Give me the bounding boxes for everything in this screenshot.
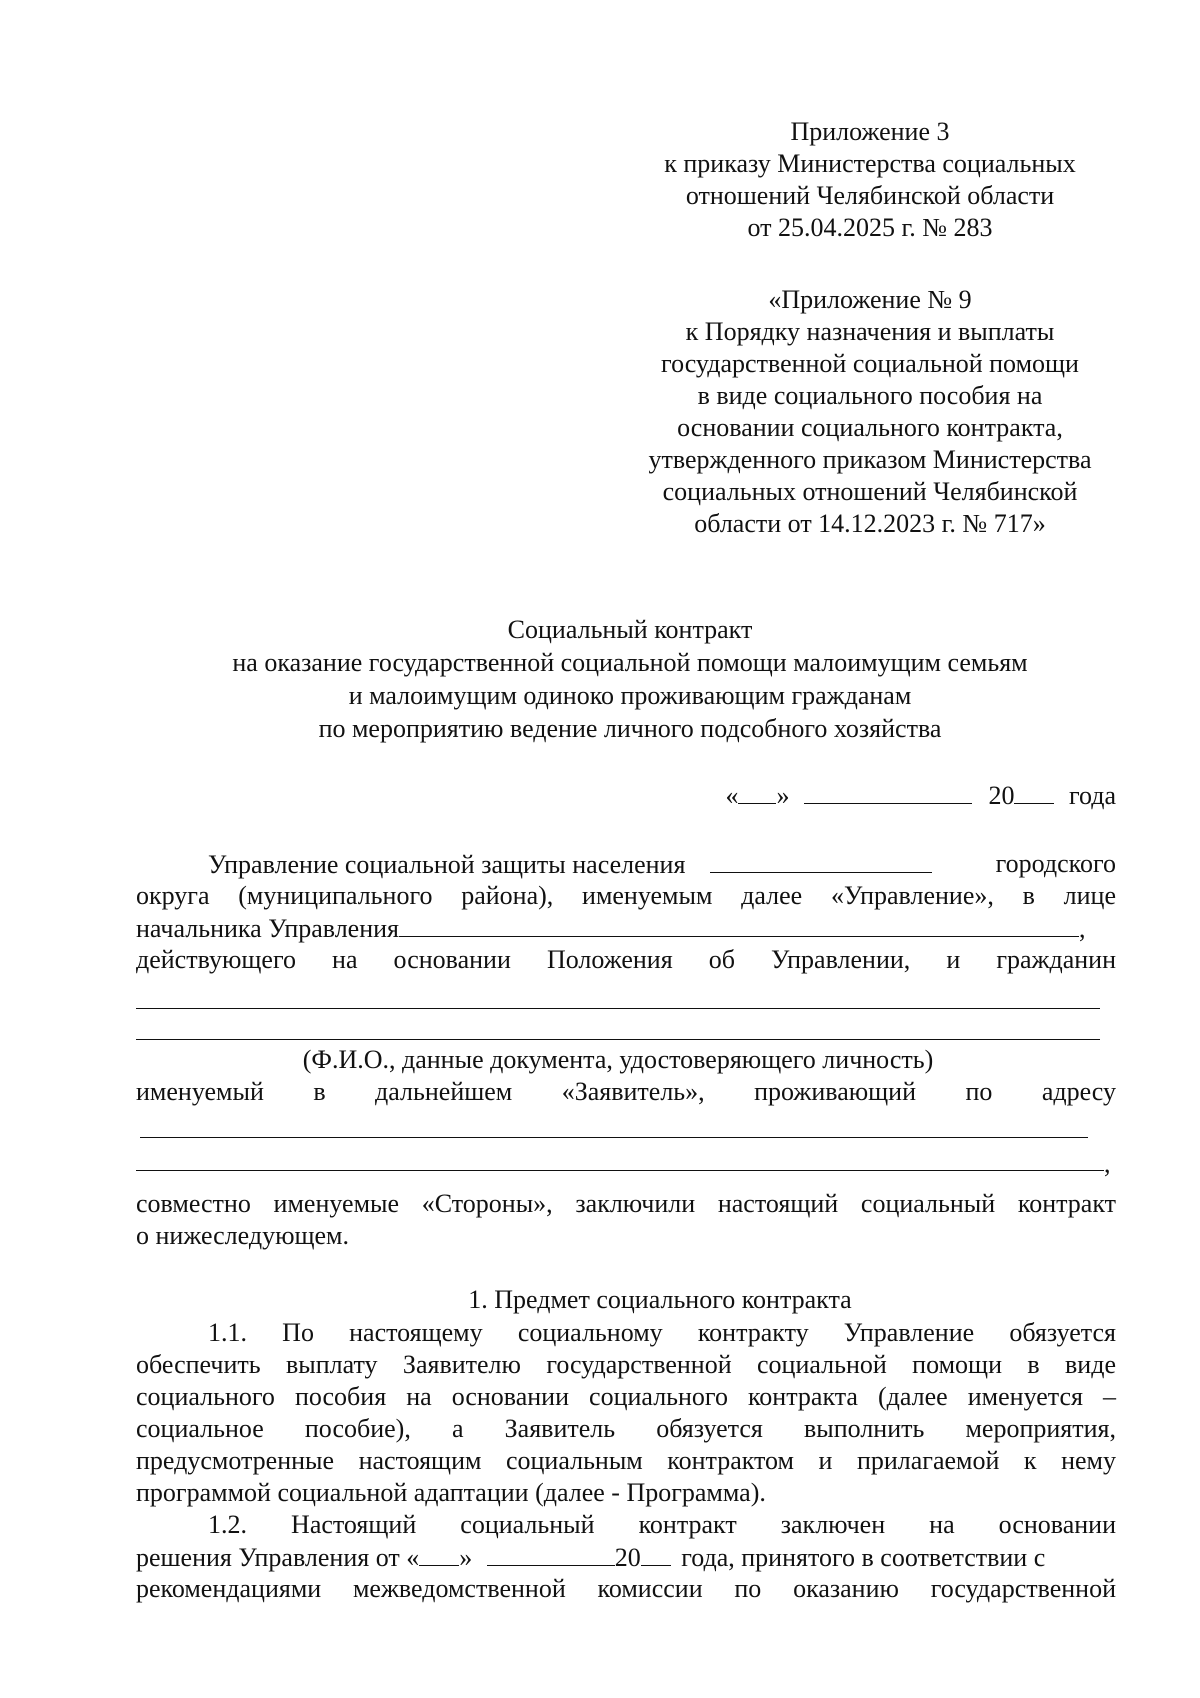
intro-text: начальника Управления [136,914,400,943]
intro-text: городского [995,849,1116,878]
title-line: и малоимущим одиноко проживающим гражданам [348,681,912,710]
intro-line-1 [136,848,1116,881]
title-line: по мероприятию ведение личного подсобного хозяйства [318,714,942,743]
appendix-line: к Порядку назначения и выплаты [685,317,1055,346]
appendix-line: основании социального контракта, [677,413,1063,442]
intro-line-3 [136,912,1116,945]
clause-1-2-line-1: 1.2. Настоящий социальный контракт заключен на основании [208,1510,1116,1539]
decision-month-blank[interactable] [487,1541,615,1566]
clause-1-1-line-1: 1.1. По настоящему социальному контракту Управление обязуется [208,1318,1116,1347]
citizen-caption: (Ф.И.О., данные документа, удостоверяющего личность) [302,1045,934,1074]
clause-1-1-line-3: социального пособия на основании социального контракта (далее именуется – [136,1382,1116,1411]
document-title [130,613,1130,745]
year-blank[interactable] [1014,779,1054,804]
citizen-blank-1[interactable] [136,1008,1100,1009]
clause-text: года, принятого в соответствии с [681,1543,1046,1572]
appendix-9-header [600,284,1140,540]
intro-text: Управление социальной защиты населения [208,850,686,879]
district-blank[interactable] [710,848,932,873]
title-line: Социальный контракт [507,615,753,644]
clause-1-1-line-6: программой социальной адаптации (далее - Программа). [136,1478,766,1507]
intro-line-7: совместно именуемые «Стороны», заключили настоящий социальный контракт [136,1189,1116,1218]
date-close-quote: » [776,781,790,810]
decision-day-blank[interactable] [419,1541,459,1566]
day-blank[interactable] [738,779,776,804]
head-name-blank[interactable] [399,912,1079,937]
appendix-line: социальных отношений Челябинской [662,477,1078,506]
date-line [136,779,1116,812]
clause-1-2-line-2 [136,1541,1116,1574]
appendix-line: к приказу Министерства социальных [664,149,1076,178]
appendix-line: от 25.04.2025 г. № 283 [747,213,993,242]
appendix-line: области от 14.12.2023 г. № 717» [694,509,1046,538]
citizen-blank-2[interactable] [136,1039,1100,1040]
appendix-line: отношений Челябинской области [685,181,1055,210]
date-open-quote: « [725,781,739,810]
appendix-line: Приложение 3 [790,117,950,146]
section-1-heading: 1. Предмет социального контракта [468,1285,852,1314]
clause-text: » [459,1543,473,1572]
intro-line-2: округа (муниципального района), именуемым далее «Управление», в лице [136,881,1116,910]
intro-line-5: именуемый в дальнейшем «Заявитель», проживающий по адресу [136,1077,1116,1106]
month-blank[interactable] [804,779,972,804]
appendix-3-header [600,116,1140,244]
intro-line-8: о нижеследующем. [136,1221,350,1250]
appendix-line: «Приложение № 9 [768,285,972,314]
address-comma: , [1104,1149,1111,1178]
appendix-line: в виде социального пособия на [697,381,1043,410]
clause-text: 20 [614,1543,641,1572]
clause-text: решения Управления от « [136,1543,420,1572]
address-blank-1[interactable] [140,1137,1088,1138]
clause-1-2-line-3: рекомендациями межведомственной комиссии по оказанию государственной [136,1574,1116,1603]
title-line: на оказание государственной социальной помощи малоимущим семьям [232,648,1028,677]
year-prefix: 20 [988,781,1015,810]
clause-1-1-line-4: социальное пособие), а Заявитель обязуется выполнить мероприятия, [136,1414,1116,1443]
intro-comma: , [1079,914,1086,943]
appendix-line: государственной социальной помощи [661,349,1079,378]
intro-line-4: действующего на основании Положения об Управлении, и гражданин [136,945,1116,974]
clause-1-1-line-2: обеспечить выплату Заявителю государственной социальной помощи в виде [136,1350,1116,1379]
address-blank-2[interactable] [136,1170,1104,1171]
decision-year-blank[interactable] [641,1541,671,1566]
appendix-line: утвержденного приказом Министерства [648,445,1092,474]
year-suffix: года [1068,781,1116,810]
clause-1-1-line-5: предусмотренные настоящим социальным контрактом и прилагаемой к нему [136,1446,1116,1475]
